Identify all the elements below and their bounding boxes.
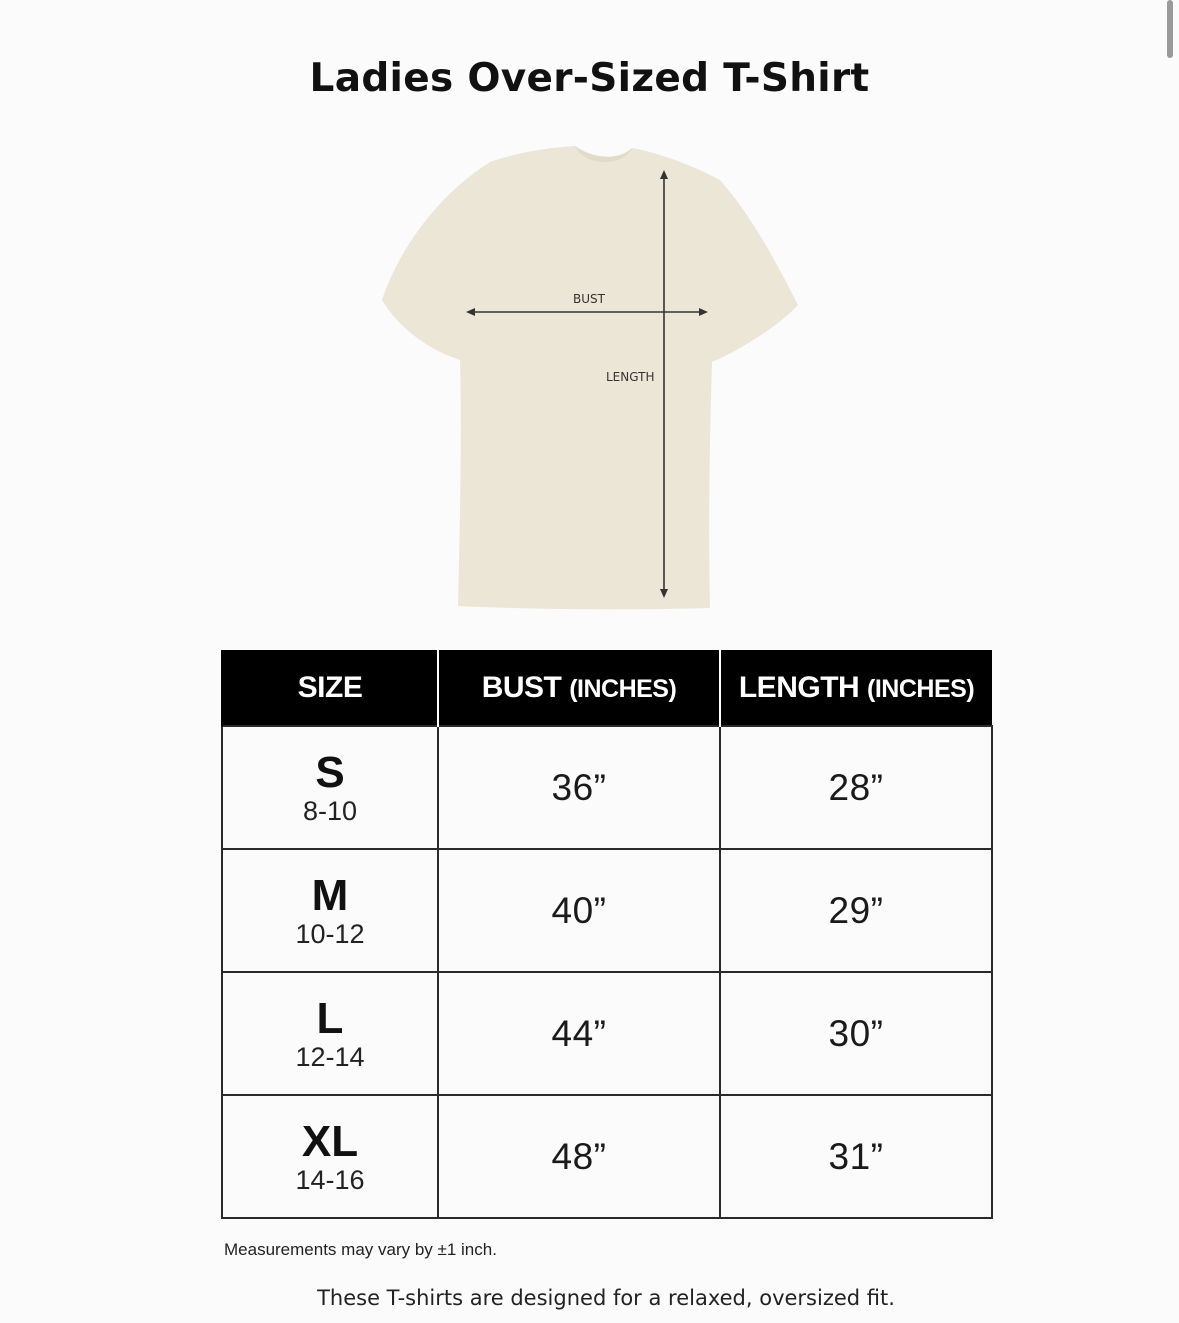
table-row bbox=[222, 1095, 992, 1218]
length-cell: 30” bbox=[720, 972, 992, 1095]
bust-cell: 40” bbox=[438, 849, 720, 972]
bust-cell: 36” bbox=[438, 726, 720, 849]
size-range: 14-16 bbox=[295, 1164, 365, 1195]
size-letter: S bbox=[315, 747, 345, 797]
bust-cell: 44” bbox=[438, 972, 720, 1095]
size-cell bbox=[222, 849, 438, 972]
size-letter: XL bbox=[301, 1116, 359, 1166]
tshirt-diagram bbox=[370, 140, 810, 620]
table-row bbox=[222, 726, 992, 849]
fit-description: These T-shirts are designed for a relaxed, oversized fit. bbox=[317, 1286, 895, 1310]
header-bust: BUST (INCHES) bbox=[438, 650, 720, 726]
size-range: 12-14 bbox=[295, 1041, 365, 1072]
bust-label: BUST bbox=[573, 292, 605, 306]
length-cell: 28” bbox=[720, 726, 992, 849]
page-title: Ladies Over-Sized T-Shirt bbox=[309, 56, 870, 101]
bust-cell: 48” bbox=[438, 1095, 720, 1218]
size-cell bbox=[222, 1095, 438, 1218]
header-size: SIZE bbox=[222, 650, 438, 726]
table-header-row bbox=[222, 650, 992, 726]
size-cell bbox=[222, 972, 438, 1095]
scrollbar[interactable] bbox=[1167, 0, 1173, 58]
size-letter: L bbox=[316, 993, 344, 1043]
header-length: LENGTH (INCHES) bbox=[720, 650, 992, 726]
table-row bbox=[222, 972, 992, 1095]
length-label: LENGTH bbox=[606, 370, 655, 384]
length-cell: 29” bbox=[720, 849, 992, 972]
tshirt-illustration bbox=[370, 140, 810, 620]
size-range: 8-10 bbox=[302, 795, 358, 826]
size-cell bbox=[222, 726, 438, 849]
measurement-note: Measurements may vary by ±1 inch. bbox=[224, 1240, 497, 1259]
tshirt-shape bbox=[382, 146, 798, 609]
size-letter: M bbox=[311, 870, 349, 920]
length-cell: 31” bbox=[720, 1095, 992, 1218]
table-row bbox=[222, 849, 992, 972]
size-chart-table bbox=[221, 650, 993, 1219]
size-range: 10-12 bbox=[295, 918, 365, 949]
